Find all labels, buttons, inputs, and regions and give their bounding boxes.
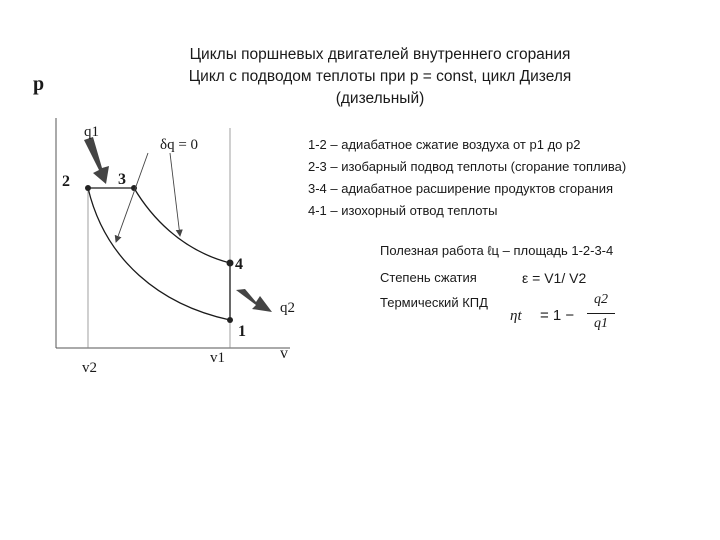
legend-item: 4-1 – изохорный отвод теплоты bbox=[308, 203, 498, 218]
point-1-marker bbox=[227, 317, 233, 323]
eq-sign: = 1 − bbox=[540, 307, 575, 324]
compression-label: Степень сжатия bbox=[380, 270, 477, 285]
point-2-label: 2 bbox=[62, 173, 70, 190]
efficiency-label: Термический КПД bbox=[380, 295, 488, 310]
v2-label: v2 bbox=[82, 360, 97, 376]
q1-label: q1 bbox=[84, 124, 99, 140]
process-3-4 bbox=[134, 188, 230, 263]
title-line-1: Циклы поршневых двигателей внутреннего сгорания bbox=[189, 46, 571, 63]
title-line-2: Цикл с подводом теплоты при р = const, цикл Дизеля bbox=[188, 68, 572, 85]
fraction-denominator: q1 bbox=[594, 316, 608, 331]
q2-arrow-icon bbox=[236, 289, 272, 312]
point-3-label: 3 bbox=[118, 171, 126, 188]
point-4-marker bbox=[227, 260, 234, 267]
legend-item: 3-4 – адиабатное расширение продуктов сгорания bbox=[308, 181, 614, 196]
legend-item: 2-3 – изобарный подвод теплоты (сгорание топлива) bbox=[308, 159, 627, 174]
dq-label: δq = 0 bbox=[160, 137, 199, 153]
q1-arrow-icon bbox=[84, 137, 109, 184]
q2-label: q2 bbox=[280, 300, 295, 316]
dq-pointer-left bbox=[116, 153, 148, 242]
legend-item: 1-2 – адиабатное сжатие воздуха от р1 до р2 bbox=[308, 137, 581, 152]
fraction-bar bbox=[587, 313, 615, 314]
title-line-3: (дизельный) bbox=[335, 90, 425, 107]
v1-label: v1 bbox=[210, 350, 225, 366]
fraction-numerator: q2 bbox=[594, 292, 608, 307]
point-1-label: 1 bbox=[238, 323, 246, 340]
eta-symbol: ηt bbox=[510, 308, 522, 324]
dq-pointer-right bbox=[170, 153, 180, 236]
point-2-marker bbox=[85, 185, 91, 191]
process-1-2 bbox=[88, 188, 230, 320]
p-axis-label: p bbox=[33, 73, 45, 95]
point-4-label: 4 bbox=[235, 256, 243, 273]
compression-formula: ε = V1/ V2 bbox=[522, 270, 587, 286]
v-axis-label: v bbox=[280, 345, 288, 362]
useful-work-text: Полезная работа ℓц – площадь 1-2-3-4 bbox=[380, 243, 614, 258]
